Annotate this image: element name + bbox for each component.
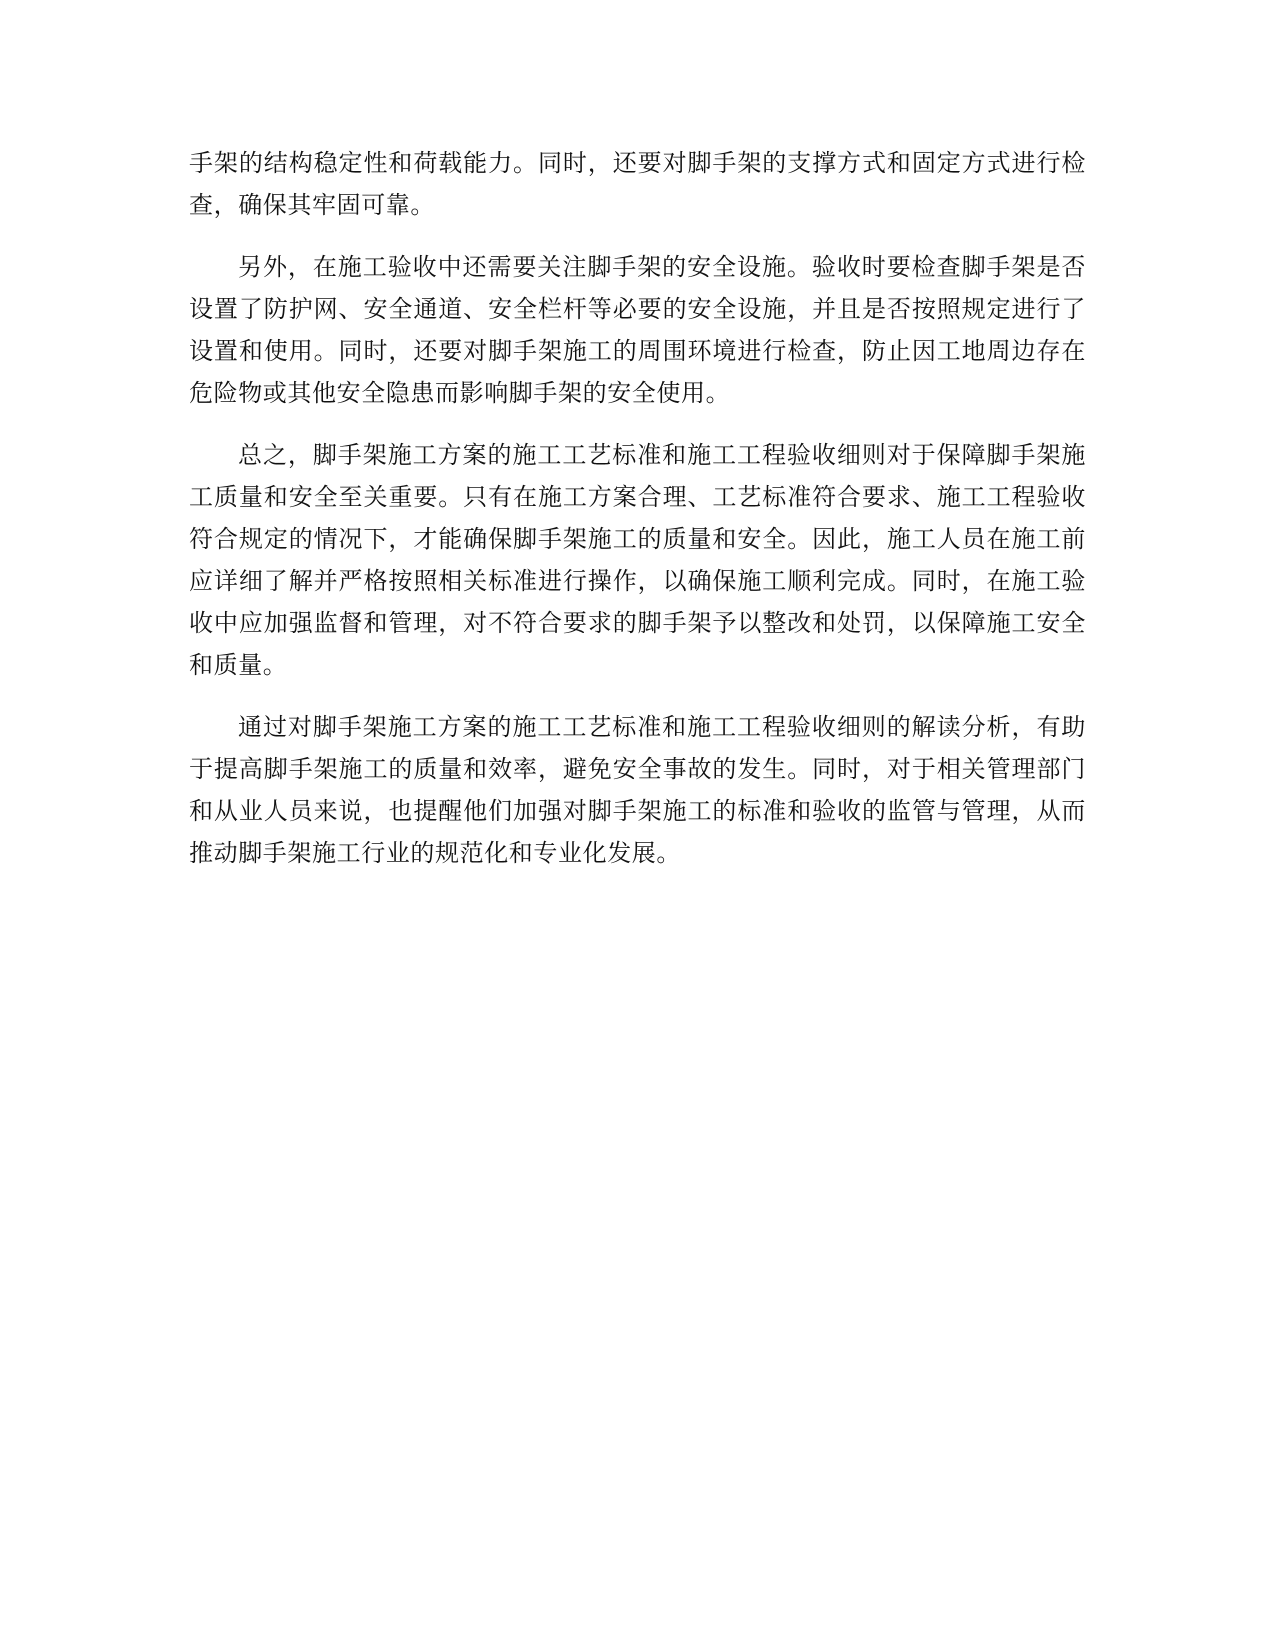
paragraph-continuation: 手架的结构稳定性和荷载能力。同时，还要对脚手架的支撑方式和固定方式进行检查，确保其牢固可靠。 — [189, 149, 1086, 219]
paragraph-summary: 总之，脚手架施工方案的施工工艺标准和施工工程验收细则对于保障脚手架施工质量和安全至关重要。只有在施工方案合理、工艺标准符合要求、施工工程验收符合规定的情况下，才能确保脚手架施工的质量和安全。因此，施工人员在施工前应详细了解并严格按照相关标准进行操作，以确保施工顺利完成。同时，在施工验收中应加强监督和管理，对不符合要求的脚手架予以整改和处罚，以保障施工安全和质量。 — [189, 441, 1086, 679]
paragraph-safety-facilities: 另外，在施工验收中还需要关注脚手架的安全设施。验收时要检查脚手架是否设置了防护网、安全通道、安全栏杆等必要的安全设施，并且是否按照规定进行了设置和使用。同时，还要对脚手架施工的周围环境进行检查，防止因工地周边存在危险物或其他安全隐患而影响脚手架的安全使用。 — [189, 253, 1086, 407]
paragraph-conclusion: 通过对脚手架施工方案的施工工艺标准和施工工程验收细则的解读分析，有助于提高脚手架施工的质量和效率，避免安全事故的发生。同时，对于相关管理部门和从业人员来说，也提醒他们加强对脚手架施工的标准和验收的监管与管理，从而推动脚手架施工行业的规范化和专业化发展。 — [189, 713, 1086, 867]
document-body — [189, 142, 1086, 894]
